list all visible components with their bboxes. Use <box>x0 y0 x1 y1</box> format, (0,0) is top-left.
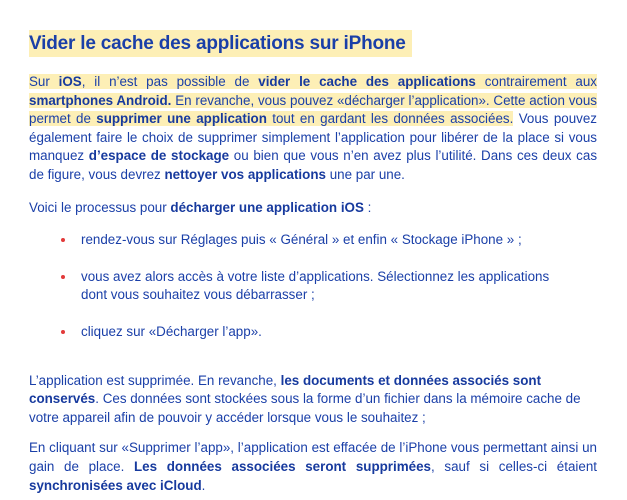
bold-smartphones-android: smartphones Android. <box>29 92 172 108</box>
text-span: . Ces données sont stockées sous la forme d’un fichier dans la mémoire cache de votre appareil afin de pouvoir y accéder lorsque vous le souhaitez ; <box>29 391 581 425</box>
bold-supprimer-application: supprimer une application <box>96 111 267 127</box>
steps-list <box>29 231 597 341</box>
text-span: . <box>201 477 206 493</box>
list-item <box>81 323 597 342</box>
bold-decharger-application: décharger une application iOS <box>170 199 364 215</box>
text-span: tout en gardant les données associées. <box>266 111 514 127</box>
list-item <box>81 268 597 305</box>
bold-documents-conserves: les documents et données associés sont conservés <box>29 372 542 407</box>
bold-donnees-supprimees: Les données associées seront supprimées <box>134 458 431 474</box>
bullet-icon <box>61 238 65 242</box>
text-span: , sauf si celles-ci étaient <box>431 458 598 474</box>
text-span: : <box>363 199 372 215</box>
step-text: cliquez sur «Décharger l’app». <box>81 323 262 339</box>
text-span: Voici le processus pour <box>29 199 171 215</box>
list-item <box>81 231 597 250</box>
bold-ios: iOS <box>58 74 82 89</box>
text-span: En revanche, vous pouvez «décharger l’application». Cette action vous permet de <box>29 92 597 127</box>
bullet-icon <box>61 330 65 334</box>
article-title: Vider le cache des applications sur iPhone <box>29 30 412 57</box>
text-span: L’application est supprimée. En revanche, <box>29 372 281 388</box>
text-span: ou bien que vous n’en avez plus l’utilité. Dans ces deux cas de figure, vous devrez <box>29 148 598 182</box>
bold-vider-cache: vider le cache des applications <box>258 74 476 89</box>
text-span: En cliquant sur «Supprimer l’app», l’application est effacée de l’iPhone vous permettant ainsi un gain de place. <box>29 440 597 474</box>
text-span: , il n’est pas possible de <box>81 74 259 89</box>
bold-nettoyer-applications: nettoyer vos applications <box>164 166 326 182</box>
delete-paragraph <box>29 439 597 495</box>
text-span: Sur <box>29 74 59 89</box>
highlighted-intro <box>29 74 597 126</box>
text-span: une par une. <box>325 166 405 182</box>
result-paragraph <box>29 372 597 428</box>
process-intro-paragraph <box>29 199 597 218</box>
bold-espace-stockage: d’espace de stockage <box>88 148 230 164</box>
step-text: vous avez alors accès à votre liste d’applications. Sélectionnez les applications dont vous souhaitez vous débarrasser ; <box>81 268 550 303</box>
bold-synchronisees-icloud: synchronisées avec iCloud <box>29 477 202 493</box>
text-span: contrairement aux <box>475 74 597 89</box>
bullet-icon <box>61 275 65 279</box>
step-text: rendez-vous sur Réglages puis « Général » et enfin « Stockage iPhone » ; <box>81 232 522 248</box>
intro-paragraph <box>29 73 597 185</box>
article <box>29 30 597 495</box>
text-span: Vous pouvez également faire le choix de supprimer simplement l’application pour libérer de la place si vous manquez <box>29 111 597 164</box>
